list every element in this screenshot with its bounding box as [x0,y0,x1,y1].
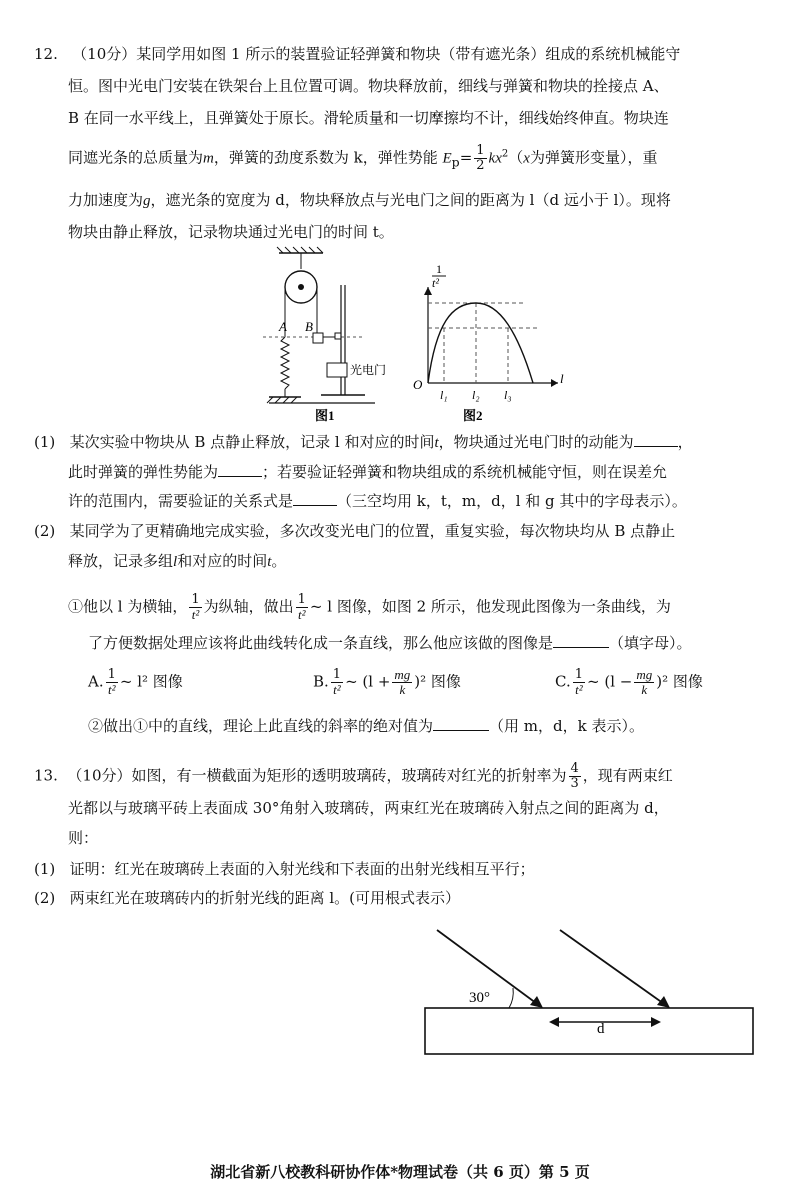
fig2-y-denominator: t² [432,276,439,290]
q13-line-2: 光都以与玻璃平砖上表面成 30°角射入玻璃砖，两束红光在玻璃砖入射点之间的距离为 d， [68,799,669,817]
blank-relation[interactable] [293,491,337,506]
q12-line-5: 力加速度为g，遮光条的宽度为 d，物块释放点与光电门之间的距离为 l（d 远小于 l）。现将 [68,191,671,209]
fig2-y-numerator: 1 [436,262,442,276]
q12-part1-line-3: 许的范围内，需要验证的关系式是 （三空均用 k，t，m，d，l 和 g 其中的字母表示）。 [68,492,687,510]
option-b[interactable]: B. $\frac{1}{\text{t²}}$ ~ (l + $\frac{mg}{k}$ )² 图像 [313,667,461,697]
q12-part2-line-2: 释放，记录多组l和对应的时间t。 [68,552,287,570]
half-fraction: $\frac{1}{2}$ [476,143,485,173]
q12-line-1: 12. （10分）某同学用如图 1 所示的装置验证轻弹簧和物块（带有遮光条）组成的系统机械能守 [34,45,681,63]
figure-2 [408,253,568,425]
q13-part2: (2) 两束红光在玻璃砖内的折射光线的距离 l。(可用根式表示） [34,889,460,907]
q12-number: 12. [34,45,58,63]
q13-part1: (1) 证明：红光在玻璃砖上表面的入射光线和下表面的出射光线相互平行； [34,860,535,878]
q12-line-3: B 在同一水平线上，且弹簧处于原长。滑轮质量和一切摩擦均不计，细线始终伸直。物块连 [68,109,669,127]
fig2-tick-l3: l₃ [504,388,512,402]
blank-elastic-energy[interactable] [218,462,262,477]
q12-score: （10分） [72,45,137,63]
light-ray-2 [560,930,667,1006]
q12-part2-sub2: ②做出①中的直线，理论上此直线的斜率的绝对值为 （用 m，d，k 表示）。 [88,717,644,735]
option-c[interactable]: C. $\frac{1}{\text{t²}}$ ~ (l − $\frac{mg}{k}$ )² 图像 [555,667,703,697]
refractive-index-fraction: $\frac{4}{3}$ [570,761,579,791]
q12-part2-line-1: (2) 某同学为了更精确地完成实验，多次改变光电门的位置，重复实验，每次物块均从 B 点静止 [34,522,676,540]
fig2-x-label: l [560,371,564,386]
fig2-caption: 图2 [463,408,483,423]
q12-line-6: 物块由静止释放，记录物块通过光电门的时间 t。 [68,223,394,241]
blank-graph-choice[interactable] [553,633,609,648]
fig1-label-b: B [305,319,313,334]
fig1-caption: 图1 [315,408,335,423]
fig2-tick-l2: l₂ [472,388,480,402]
q13-line-3: 则： [68,829,99,847]
distance-d-label: d [597,1021,605,1037]
q12-part1-line-2: 此时弹簧的弹性势能为 ；若要验证轻弹簧和物块组成的系统机械能守恒，则在误差允 [68,463,668,481]
q13-line-1: 13. （10分）如图，有一横截面为矩形的透明玻璃砖，玻璃砖对红光的折射率为 $\frac{4}{3}$ ，现有两束红 [34,761,673,791]
fig2-origin: O [413,377,423,392]
option-a[interactable]: A. $\frac{1}{\text{t²}}$ ~ l² 图像 [88,667,183,697]
fig1-gate-label: 光电门 [350,363,387,377]
q12-part1-line-1: (1) 某次实验中物块从 B 点静止释放，记录 l 和对应的时间t，物块通过光电门时的动能为 ， [34,433,693,451]
q12-part2-sub1-line-1: ①他以 l 为横轴， $\frac{1}{\text{t²}}$ 为纵轴，做出 $\frac{1}{\text{t²}}$ ~ l 图像，如图 2 所示，他发现此图像为一条曲线，为 [68,592,671,622]
fig2-tick-l1: l₁ [440,388,448,402]
angle-label: 30° [469,990,490,1006]
blank-slope[interactable] [433,716,489,731]
page-footer: 湖北省新八校教科研协作体*物理试卷（共 6 页）第 5 页 [210,1163,590,1181]
q12-line-2: 恒。图中光电门安装在铁架台上且位置可调。物块释放前，细线与弹簧和物块的拴接点 A、 [68,77,669,95]
blank-kinetic-energy[interactable] [634,432,678,447]
q12-part2-sub1-line-2: 了方便数据处理应该将此曲线转化成一条直线，那么他应该做的图像是 （填字母）。 [88,634,692,652]
fig1-label-a: A [279,319,287,334]
figure-1 [255,245,395,425]
glass-brick [425,1008,753,1054]
q12-line-4: 同遮光条的总质量为m，弹簧的劲度系数为 k，弹性势能 $E_p=$ $\frac{1}{2}$ $kx^2(x$为弹簧形变量），重 [68,143,658,173]
q13-number: 13. [34,766,58,785]
figure-glass-brick [415,922,760,1062]
